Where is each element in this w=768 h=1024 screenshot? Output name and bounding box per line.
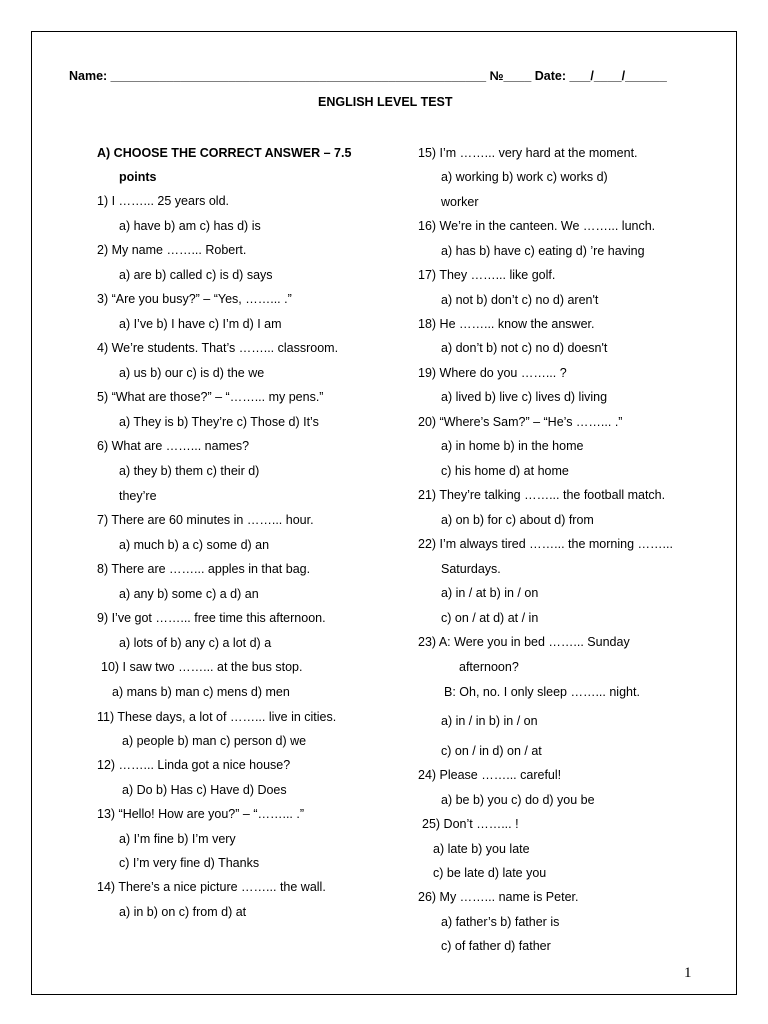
section-a-heading-cont: points: [119, 170, 157, 184]
question-text-cont: B: Oh, no. I only sleep ……... night.: [444, 685, 640, 699]
question-text: 1) I ……... 25 years old.: [97, 194, 229, 208]
question-text: 7) There are 60 minutes in ……... hour.: [97, 513, 314, 527]
answer-options: a) Do b) Has c) Have d) Does: [122, 783, 287, 797]
question-text: 21) They’re talking ……... the football match.: [418, 488, 666, 502]
answer-options: a) mans b) man c) mens d) men: [112, 685, 290, 699]
answer-options: a) in b) on c) from d) at: [119, 905, 247, 919]
question-text: 5) “What are those?” – “……... my pens.”: [97, 390, 324, 404]
section-a-heading: A) CHOOSE THE CORRECT ANSWER – 7.5: [97, 146, 352, 160]
question-text: 19) Where do you ……... ?: [418, 366, 567, 380]
answer-options: a) in home b) in the home: [441, 439, 584, 453]
question-text: 22) I’m always tired ……... the morning ……...: [418, 537, 673, 551]
answer-options: c) I’m very fine d) Thanks: [119, 856, 260, 870]
answer-options: a) any b) some c) a d) an: [119, 587, 259, 601]
answer-options: a) has b) have c) eating d) ’re having: [441, 244, 645, 258]
question-text: 15) I’m ……... very hard at the moment.: [418, 146, 638, 160]
answer-options: a) much b) a c) some d) an: [119, 538, 270, 552]
name-date-line: Name: ______________________________________________________ №____ Date: ___/____/______: [69, 69, 667, 83]
answer-options: a) lots of b) any c) a lot d) a: [119, 636, 272, 650]
answer-options: a) on b) for c) about d) from: [441, 513, 594, 527]
answer-options: a) be b) you c) do d) you be: [441, 793, 595, 807]
question-text: 17) They ……... like golf.: [418, 268, 556, 282]
answer-options: c) his home d) at home: [441, 464, 569, 478]
question-text: 6) What are ……... names?: [97, 439, 250, 453]
answer-options: c) be late d) late you: [433, 866, 547, 880]
question-text-cont: Saturdays.: [441, 562, 501, 576]
question-text-cont: afternoon?: [459, 660, 519, 674]
answer-options: a) they b) them c) their d): [119, 464, 260, 478]
answer-options: c) on / in d) on / at: [441, 744, 542, 758]
question-text: 13) “Hello! How are you?” – “……... .”: [97, 807, 305, 821]
answer-options: a) I’ve b) I have c) I’m d) I am: [119, 317, 282, 331]
question-text: 2) My name ……... Robert.: [97, 243, 247, 257]
question-text: 8) There are ……... apples in that bag.: [97, 562, 311, 576]
answer-options-cont: they’re: [119, 489, 157, 503]
question-text: 4) We’re students. That’s ……... classroom.: [97, 341, 339, 355]
answer-options: a) working b) work c) works d): [441, 170, 608, 184]
answer-options: a) in / at b) in / on: [441, 586, 539, 600]
question-text: 25) Don’t ……... !: [422, 817, 519, 831]
answer-options: c) of father d) father: [441, 939, 551, 953]
answer-options: a) I’m fine b) I’m very: [119, 832, 236, 846]
question-text: 9) I’ve got ……... free time this afternoon.: [97, 611, 326, 625]
question-text: 24) Please ……... careful!: [418, 768, 562, 782]
answer-options: a) not b) don’t c) no d) aren't: [441, 293, 599, 307]
answer-options-cont: worker: [441, 195, 479, 209]
page-number: 1: [684, 965, 692, 981]
question-text: 12) ……... Linda got a nice house?: [97, 758, 291, 772]
answer-options: a) are b) called c) is d) says: [119, 268, 273, 282]
question-text: 26) My ……... name is Peter.: [418, 890, 579, 904]
answer-options: a) don’t b) not c) no d) doesn't: [441, 341, 608, 355]
answer-options: a) They is b) They’re c) Those d) It’s: [119, 415, 319, 429]
question-text: 16) We’re in the canteen. We ……... lunch.: [418, 219, 656, 233]
answer-options: a) us b) our c) is d) the we: [119, 366, 265, 380]
question-text: 18) He ……... know the answer.: [418, 317, 595, 331]
answer-options: c) on / at d) at / in: [441, 611, 539, 625]
page-title: ENGLISH LEVEL TEST: [318, 95, 453, 109]
question-text: 10) I saw two ……... at the bus stop.: [101, 660, 303, 674]
answer-options: a) father’s b) father is: [441, 915, 560, 929]
answer-options: a) late b) you late: [433, 842, 530, 856]
question-text: 20) “Where’s Sam?” – “He’s ……... .”: [418, 415, 623, 429]
answer-options: a) lived b) live c) lives d) living: [441, 390, 608, 404]
question-text: 23) A: Were you in bed ……... Sunday: [418, 635, 630, 649]
answer-options: a) people b) man c) person d) we: [122, 734, 307, 748]
question-text: 14) There’s a nice picture ……... the wall.: [97, 880, 326, 894]
question-text: 11) These days, a lot of ……... live in cities.: [97, 710, 337, 724]
answer-options: a) have b) am c) has d) is: [119, 219, 261, 233]
answer-options: a) in / in b) in / on: [441, 714, 538, 728]
question-text: 3) “Are you busy?” – “Yes, ……... .”: [97, 292, 292, 306]
